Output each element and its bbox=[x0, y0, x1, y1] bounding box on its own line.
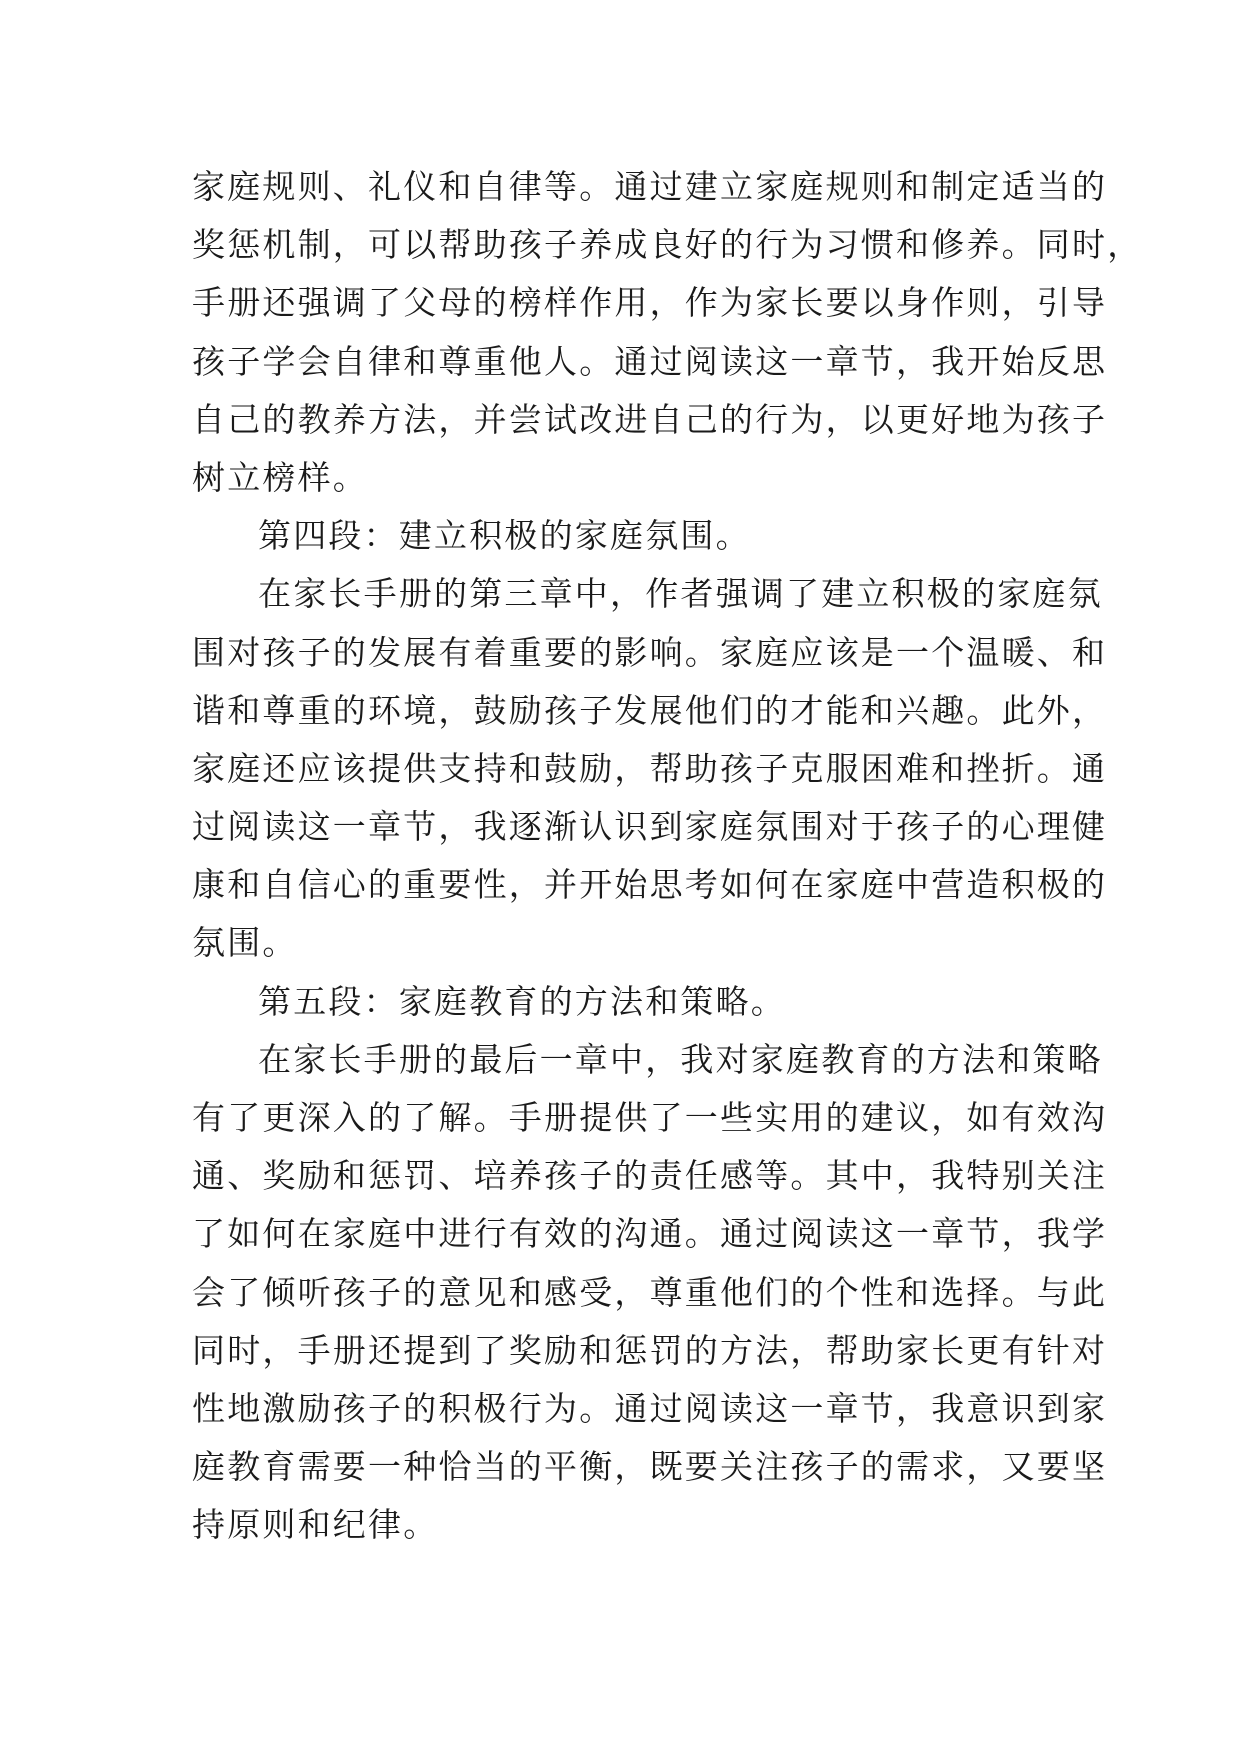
text-line: 通、奖励和惩罚、培养孩子的责任感等。其中，我特别关注 bbox=[192, 1156, 1108, 1196]
text-line: 了如何在家庭中进行有效的沟通。通过阅读这一章节，我学 bbox=[192, 1214, 1108, 1254]
text-line: 性地激励孩子的积极行为。通过阅读这一章节，我意识到家 bbox=[192, 1388, 1108, 1428]
text-line: 康和自信心的重要性，并开始思考如何在家庭中营造积极的 bbox=[192, 865, 1108, 905]
body-text bbox=[192, 158, 1143, 1555]
text-line: 家庭规则、礼仪和自律等。通过建立家庭规则和制定适当的 bbox=[192, 167, 1108, 206]
text-line: 庭教育需要一种恰当的平衡，既要关注孩子的需求，又要坚 bbox=[192, 1447, 1108, 1487]
text-line: 树立榜样。 bbox=[192, 457, 368, 497]
text-line: 氛围。 bbox=[192, 923, 298, 963]
text-line: 家庭还应该提供支持和鼓励，帮助孩子克服困难和挫折。通 bbox=[192, 748, 1108, 788]
text-line: 围对孩子的发展有着重要的影响。家庭应该是一个温暖、和 bbox=[192, 632, 1108, 672]
text-line: 持原则和纪律。 bbox=[192, 1505, 439, 1545]
text-line: 自己的教养方法，并尝试改进自己的行为，以更好地为孩子 bbox=[192, 399, 1108, 439]
text-line: 在家长手册的最后一章中，我对家庭教育的方法和策略 bbox=[258, 1039, 1103, 1079]
text-line: 过阅读这一章节，我逐渐认识到家庭氛围对于孩子的心理健 bbox=[192, 807, 1108, 847]
text-line: 第五段：家庭教育的方法和策略。 bbox=[258, 981, 786, 1021]
text-line: 孩子学会自律和尊重他人。通过阅读这一章节，我开始反思 bbox=[192, 341, 1108, 381]
text-line: 在家长手册的第三章中，作者强调了建立积极的家庭氛 bbox=[258, 574, 1103, 614]
text-line: 奖惩机制，可以帮助孩子养成良好的行为习惯和修养。同时， bbox=[192, 225, 1143, 265]
text-line: 第四段：建立积极的家庭氛围。 bbox=[258, 516, 751, 556]
text-line: 有了更深入的了解。手册提供了一些实用的建议，如有效沟 bbox=[192, 1098, 1108, 1137]
text-line: 手册还强调了父母的榜样作用，作为家长要以身作则，引导 bbox=[192, 283, 1108, 323]
text-line: 会了倾听孩子的意见和感受，尊重他们的个性和选择。与此 bbox=[192, 1272, 1108, 1312]
text-line: 谐和尊重的环境，鼓励孩子发展他们的才能和兴趣。此外， bbox=[192, 690, 1108, 730]
text-line: 同时，手册还提到了奖励和惩罚的方法，帮助家长更有针对 bbox=[192, 1330, 1108, 1370]
